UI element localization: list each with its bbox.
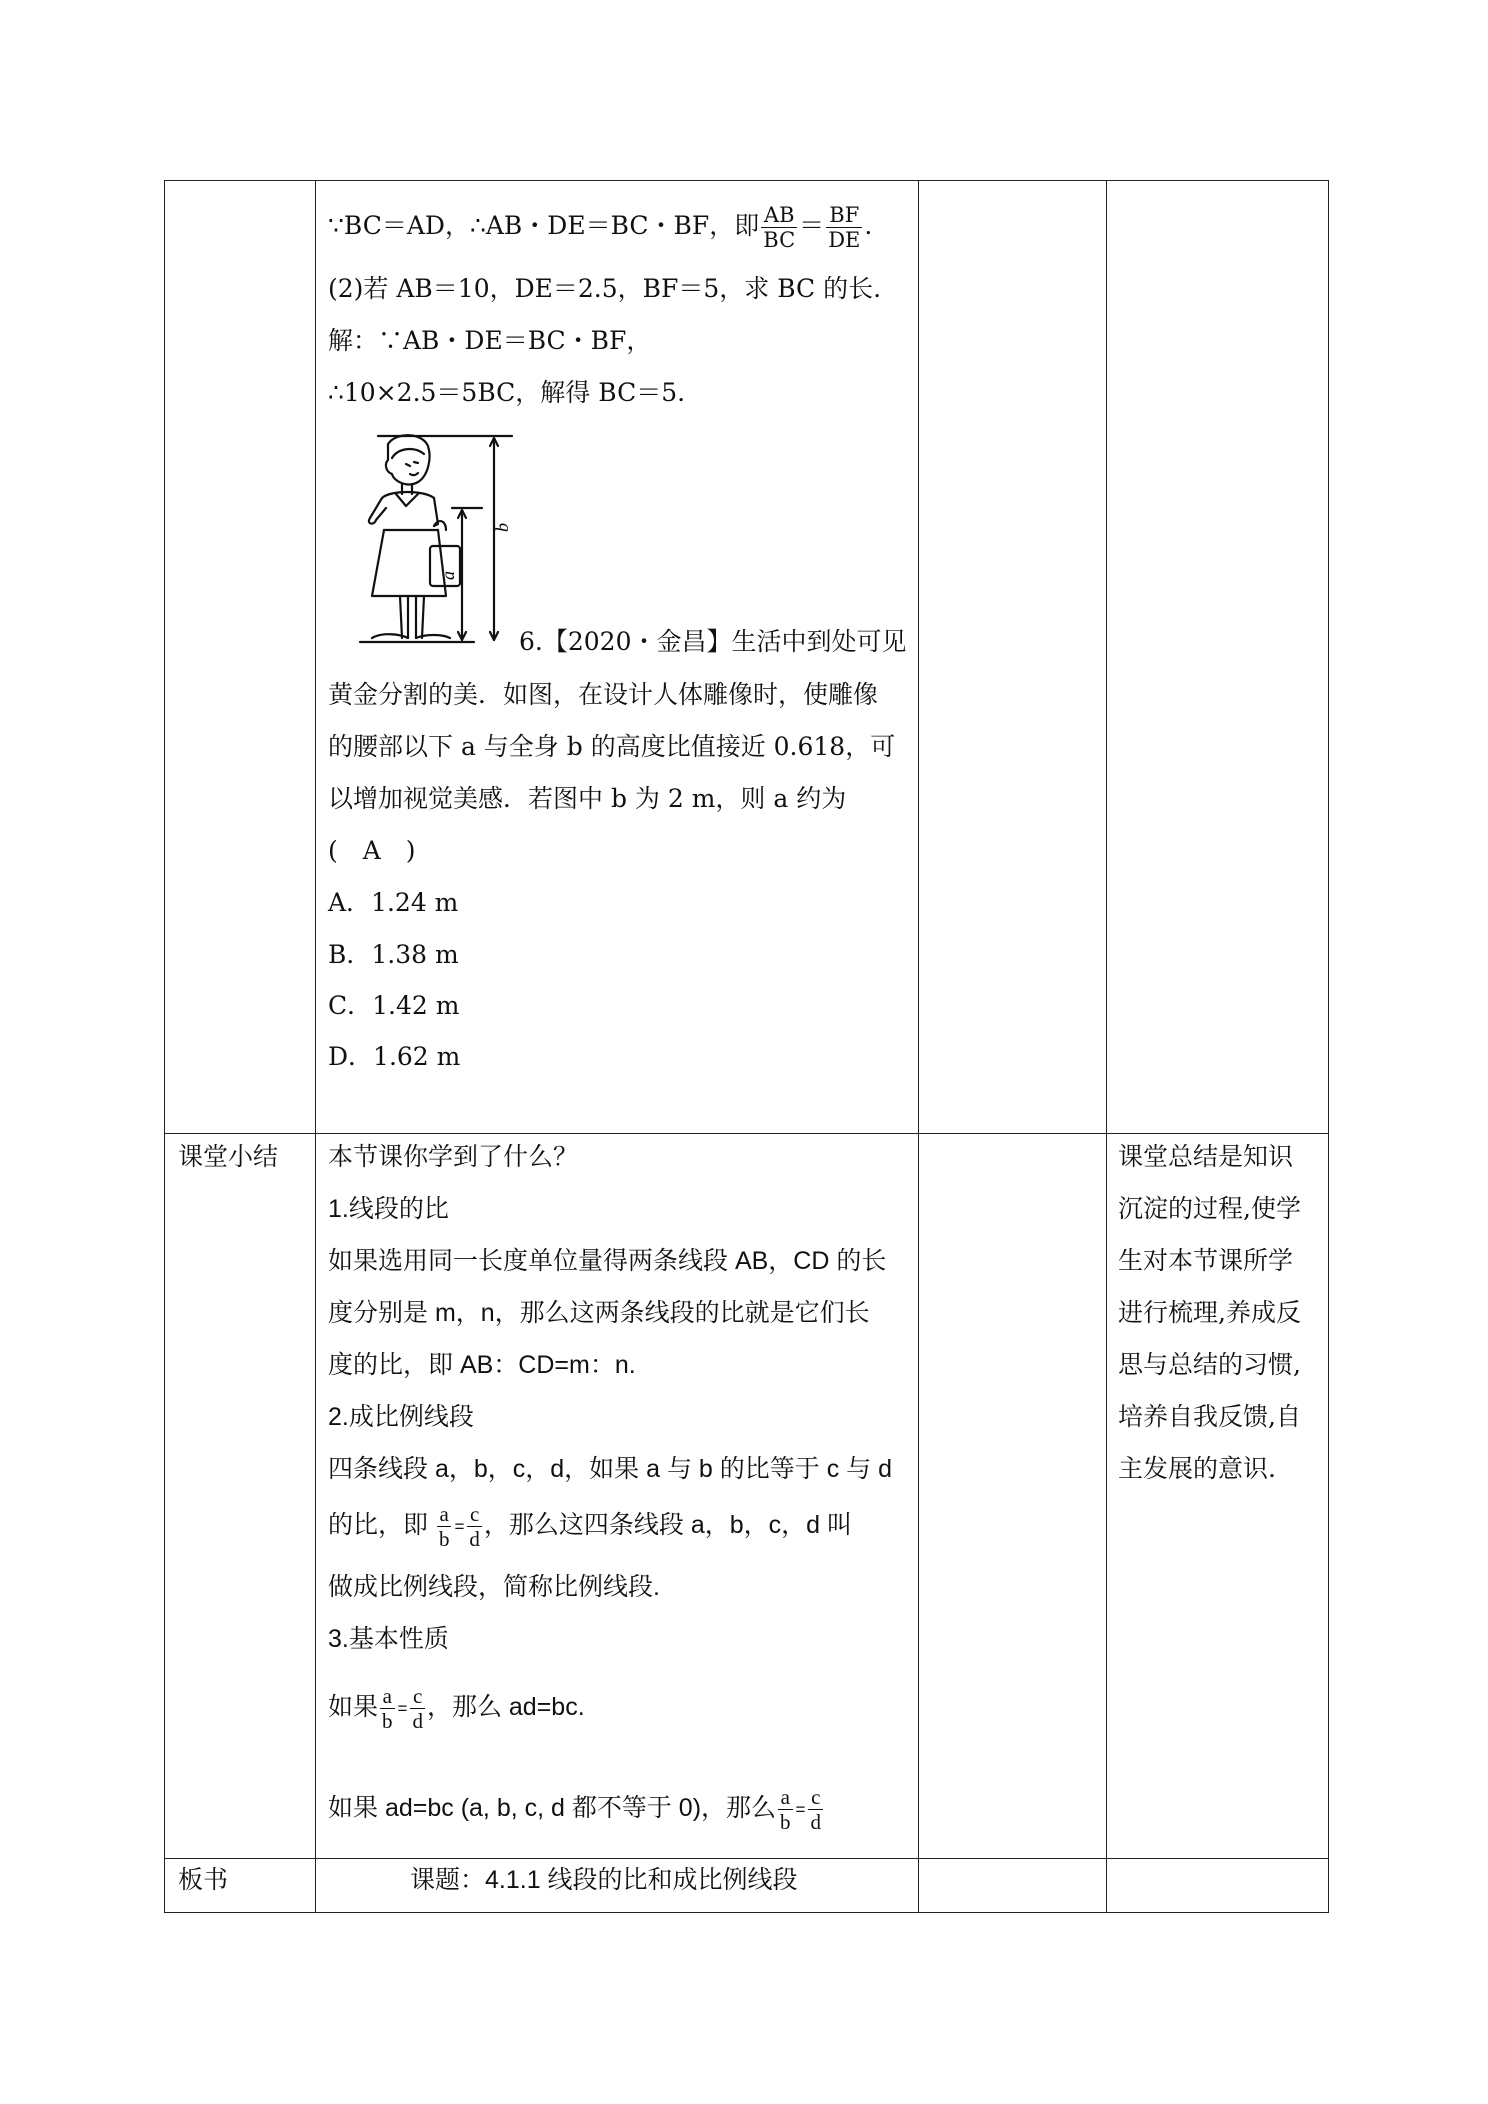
table-border-left [164,180,165,1912]
row-divider-summary [164,1133,1329,1134]
fraction-ab-bc: $\frac{AB}{BC}$ [763,203,796,252]
table-border-bottom [164,1912,1329,1913]
fraction-c-d: $\frac{c}{d}$ [469,1502,480,1551]
equals-sign: ＝ [799,211,825,240]
summary-line-3: 如果选用同一长度单位量得两条线段 AB，CD 的长 [328,1247,887,1275]
summary-line-7: 四条线段 a，b，c，d，如果 a 与 b 的比等于 c 与 d [328,1455,892,1483]
fraction-bf-de: $\frac{BF}{DE}$ [828,203,861,252]
column-divider-2 [918,180,919,1912]
solution-line-2: ∴10×2.5＝5BC，解得 BC＝5. [328,378,686,407]
question-6-line-2: 黄金分割的美．如图，在设计人体雕像时，使雕像 [328,680,879,709]
comment-line-6: 培养自我反馈,自 [1118,1402,1301,1431]
question-6-line-1: 6.【2020・金昌】生活中到处可见 [519,627,907,656]
option-c: C．1.42 m [328,991,460,1020]
label-a: a [438,571,458,580]
board-label: 板书 [178,1865,229,1894]
question-6-line-3: 的腰部以下 a 与全身 b 的高度比值接近 0.618，可 [328,732,896,761]
summary-heading-2: 2.成比例线段 [328,1403,474,1431]
summary-line-8: 的比，即 $\frac{a}{b}$ = $\frac{c}{d}$ ，那么这四条线段 a，b，c，d 叫 [328,1502,853,1551]
summary-line-9: 做成比例线段，简称比例线段. [328,1573,660,1601]
statue-figure [342,428,514,652]
comment-line-3: 生对本节课所学 [1118,1246,1294,1275]
proof-line-1 [328,203,872,252]
option-b: B．1.38 m [328,940,459,969]
comment-line-1: 课堂总结是知识 [1118,1142,1294,1171]
summary-line-5: 度的比，即 AB：CD=m：n. [328,1351,636,1379]
column-divider-3 [1106,180,1107,1912]
option-a: A．1.24 m [328,888,459,917]
option-d: D．1.62 m [328,1042,461,1071]
table-border-right [1328,180,1329,1912]
summary-line-1: 本节课你学到了什么？ [328,1143,579,1171]
row-divider-board [164,1858,1329,1859]
summary-line-12: 如果 ad=bc (a, b, c, d 都不等于 0)，那么 $\frac{a}{b}$ = $\frac{c}{d}$ [328,1785,821,1834]
proof-text: ∵BC＝AD，∴AB・DE＝BC・BF，即 [328,211,760,240]
summary-heading-3: 3.基本性质 [328,1625,449,1653]
column-divider-1 [315,180,316,1912]
summary-line-11: 如果 $\frac{a}{b}$ = $\frac{c}{d}$ ，那么 ad=bc. [328,1684,585,1733]
fraction-c-d-3: $\frac{c}{d}$ [810,1785,821,1834]
label-b: b [492,523,512,532]
board-title: 课题：4.1.1 线段的比和成比例线段 [410,1866,798,1894]
summary-label: 课堂小结 [178,1142,279,1171]
period: . [864,211,873,240]
summary-line-4: 度分别是 m，n，那么这两条线段的比就是它们长 [328,1299,870,1327]
comment-line-5: 思与总结的习惯, [1118,1350,1301,1379]
fraction-c-d-2: $\frac{c}{d}$ [412,1684,423,1733]
summary-heading-1: 1.线段的比 [328,1195,449,1223]
comment-line-4: 进行梳理,养成反 [1118,1298,1301,1327]
comment-line-7: 主发展的意识. [1118,1454,1276,1483]
question-part-2: (2)若 AB＝10，DE＝2.5，BF＝5，求 BC 的长. [328,274,882,303]
fraction-a-b-2: $\frac{a}{b}$ [382,1684,393,1733]
fraction-a-b: $\frac{a}{b}$ [438,1502,450,1551]
solution-line-1: 解：∵AB・DE＝BC・BF， [328,326,652,355]
answer-bracket: ( A ) [328,836,416,865]
question-6-line-4: 以增加视觉美感．若图中 b 为 2 m，则 a 约为 [328,784,847,813]
table-border-top [164,180,1329,181]
fraction-a-b-3: $\frac{a}{b}$ [780,1785,791,1834]
comment-line-2: 沉淀的过程,使学 [1118,1194,1301,1223]
